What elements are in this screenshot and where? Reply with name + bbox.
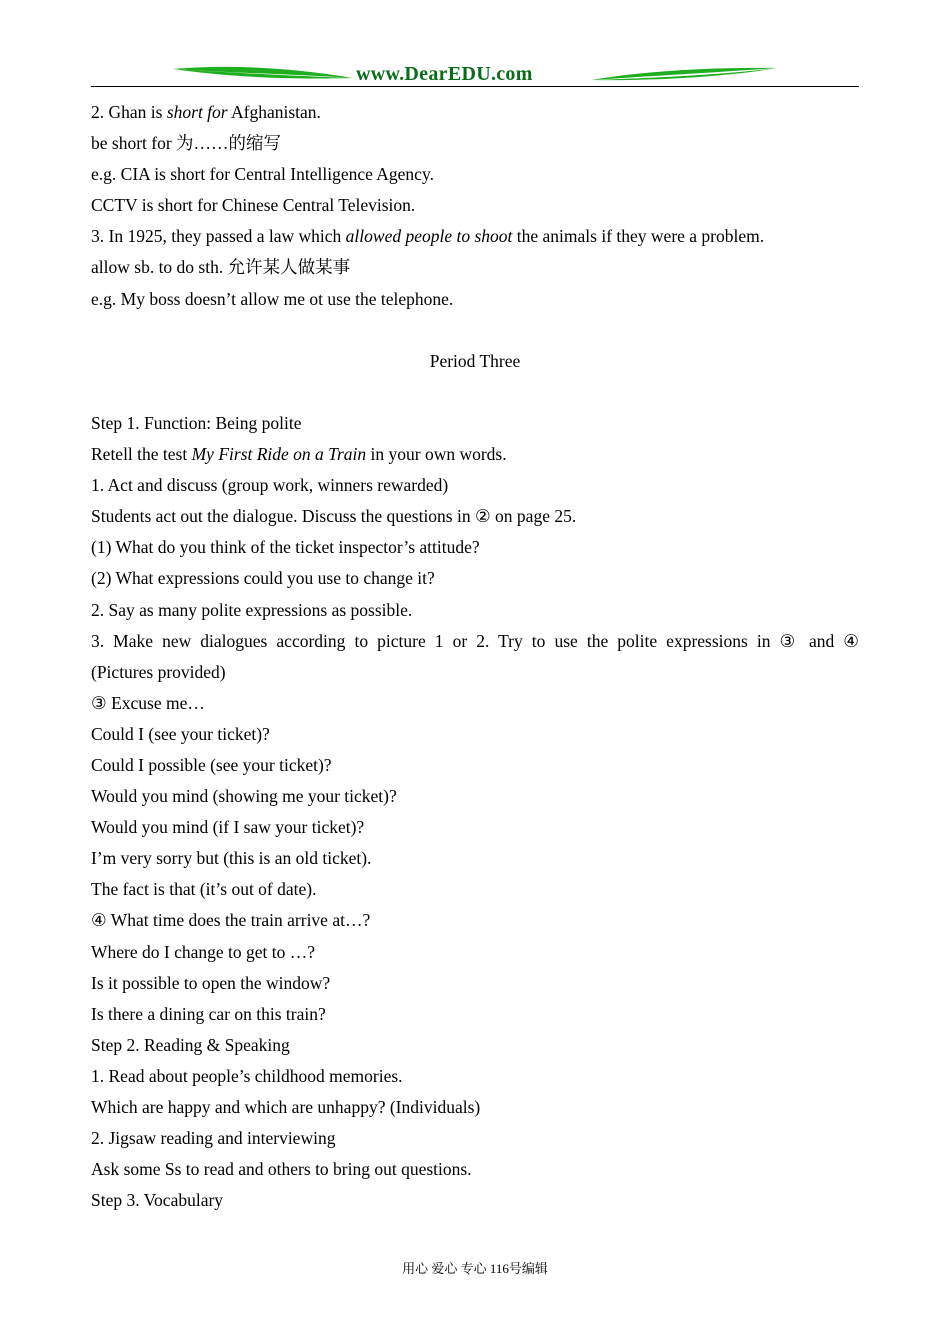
text-line bbox=[91, 905, 859, 936]
text-run: Step 1. Function: Being polite bbox=[91, 412, 302, 433]
text-run: 3. In 1925, they passed a law which bbox=[91, 226, 346, 247]
text-run: I’m very sorry but (this is an old ticket). bbox=[91, 848, 372, 869]
document-body bbox=[91, 97, 859, 1216]
text-run: e.g. My boss doesn’t allow me ot use the telephone. bbox=[91, 288, 454, 309]
text-line bbox=[91, 626, 859, 657]
text-line bbox=[91, 159, 859, 190]
text-line bbox=[91, 812, 859, 843]
text-run: Which are happy and which are unhappy? (Individuals) bbox=[91, 1097, 481, 1117]
text-run: Step 3. Vocabulary bbox=[91, 1190, 224, 1211]
section-title: Period Three bbox=[429, 350, 521, 371]
text-line bbox=[91, 1154, 859, 1185]
text-line bbox=[91, 1123, 859, 1154]
text-line bbox=[91, 128, 859, 159]
text-run: 1. Read about people’s childhood memories. bbox=[91, 1065, 403, 1086]
text-run: CCTV is short for Chinese Central Television. bbox=[91, 195, 416, 216]
text-run: allow sb. to do sth. 允许某人做某事 bbox=[91, 257, 351, 278]
page-footer: 用心 爱心 专心 116号编辑 bbox=[402, 1261, 548, 1276]
text-run: (Pictures provided) bbox=[91, 661, 226, 682]
text-run: Ask some Ss to read and others to bring out questions. bbox=[91, 1159, 472, 1180]
text-line bbox=[91, 284, 859, 315]
text-run: Would you mind (if I saw your ticket)? bbox=[91, 817, 365, 838]
text-line bbox=[91, 501, 859, 532]
text-line bbox=[91, 1185, 859, 1216]
text-line bbox=[91, 470, 859, 501]
italic-run: short for bbox=[166, 102, 228, 122]
text-run: 2. Say as many polite expressions as possible. bbox=[91, 599, 413, 620]
text-run: 3. Make new dialogues according to picture 1 or 2. Try to use the polite expressions in ③ and ④ bbox=[91, 630, 859, 651]
text-line bbox=[91, 688, 859, 719]
italic-run: allowed people to shoot bbox=[345, 226, 513, 247]
text-run: Where do I change to get to …? bbox=[91, 941, 316, 962]
header-rule bbox=[91, 86, 859, 87]
text-run: in your own words. bbox=[366, 444, 507, 465]
text-line bbox=[91, 346, 859, 377]
text-run: be short for 为……的缩写 bbox=[91, 133, 282, 154]
text-run: (2) What expressions could you use to change it? bbox=[91, 568, 435, 589]
text-line bbox=[91, 937, 859, 968]
italic-run: My First Ride on a Train bbox=[191, 444, 367, 465]
text-line bbox=[91, 408, 859, 439]
text-run: 1. Act and discuss (group work, winners rewarded) bbox=[91, 475, 449, 496]
text-line bbox=[91, 1092, 859, 1123]
text-line bbox=[91, 874, 859, 905]
text-run: Is there a dining car on this train? bbox=[91, 1003, 326, 1024]
text-line bbox=[91, 563, 859, 594]
text-line bbox=[91, 377, 859, 408]
text-run: ④ What time does the train arrive at…? bbox=[91, 910, 371, 931]
text-line bbox=[91, 843, 859, 874]
text-line bbox=[91, 750, 859, 781]
text-line bbox=[91, 657, 859, 688]
text-line bbox=[91, 439, 859, 470]
text-run: Could I possible (see your ticket)? bbox=[91, 754, 332, 775]
text-run: Could I (see your ticket)? bbox=[91, 723, 270, 744]
text-run: 2. Jigsaw reading and interviewing bbox=[91, 1128, 336, 1149]
text-run: Would you mind (showing me your ticket)? bbox=[91, 786, 397, 807]
text-line bbox=[91, 999, 859, 1030]
text-run: e.g. CIA is short for Central Intelligence Agency. bbox=[91, 164, 434, 185]
text-line bbox=[91, 1061, 859, 1092]
text-line bbox=[91, 252, 859, 283]
text-line bbox=[91, 595, 859, 626]
text-run: The fact is that (it’s out of date). bbox=[91, 879, 317, 900]
text-line bbox=[91, 190, 859, 221]
text-line bbox=[91, 532, 859, 563]
text-line bbox=[91, 781, 859, 812]
text-run: the animals if they were a problem. bbox=[512, 226, 765, 247]
text-run: Retell the test bbox=[91, 444, 192, 465]
text-run: Students act out the dialogue. Discuss the questions in ② on page 25. bbox=[91, 506, 577, 527]
text-line bbox=[91, 968, 859, 999]
text-run: Step 2. Reading & Speaking bbox=[91, 1034, 290, 1055]
site-logo[interactable]: www.DearEDU.com bbox=[356, 63, 533, 85]
page-header bbox=[91, 62, 859, 88]
text-line bbox=[91, 315, 859, 346]
text-line bbox=[91, 719, 859, 750]
text-run: (1) What do you think of the ticket inspector’s attitude? bbox=[91, 537, 480, 558]
text-run: Is it possible to open the window? bbox=[91, 972, 331, 993]
text-run: Afghanistan. bbox=[227, 102, 321, 122]
text-line bbox=[91, 1030, 859, 1061]
text-line bbox=[91, 97, 859, 128]
text-run: ③ Excuse me… bbox=[91, 692, 205, 713]
text-run: 2. Ghan is bbox=[91, 102, 167, 122]
text-line bbox=[91, 221, 859, 252]
